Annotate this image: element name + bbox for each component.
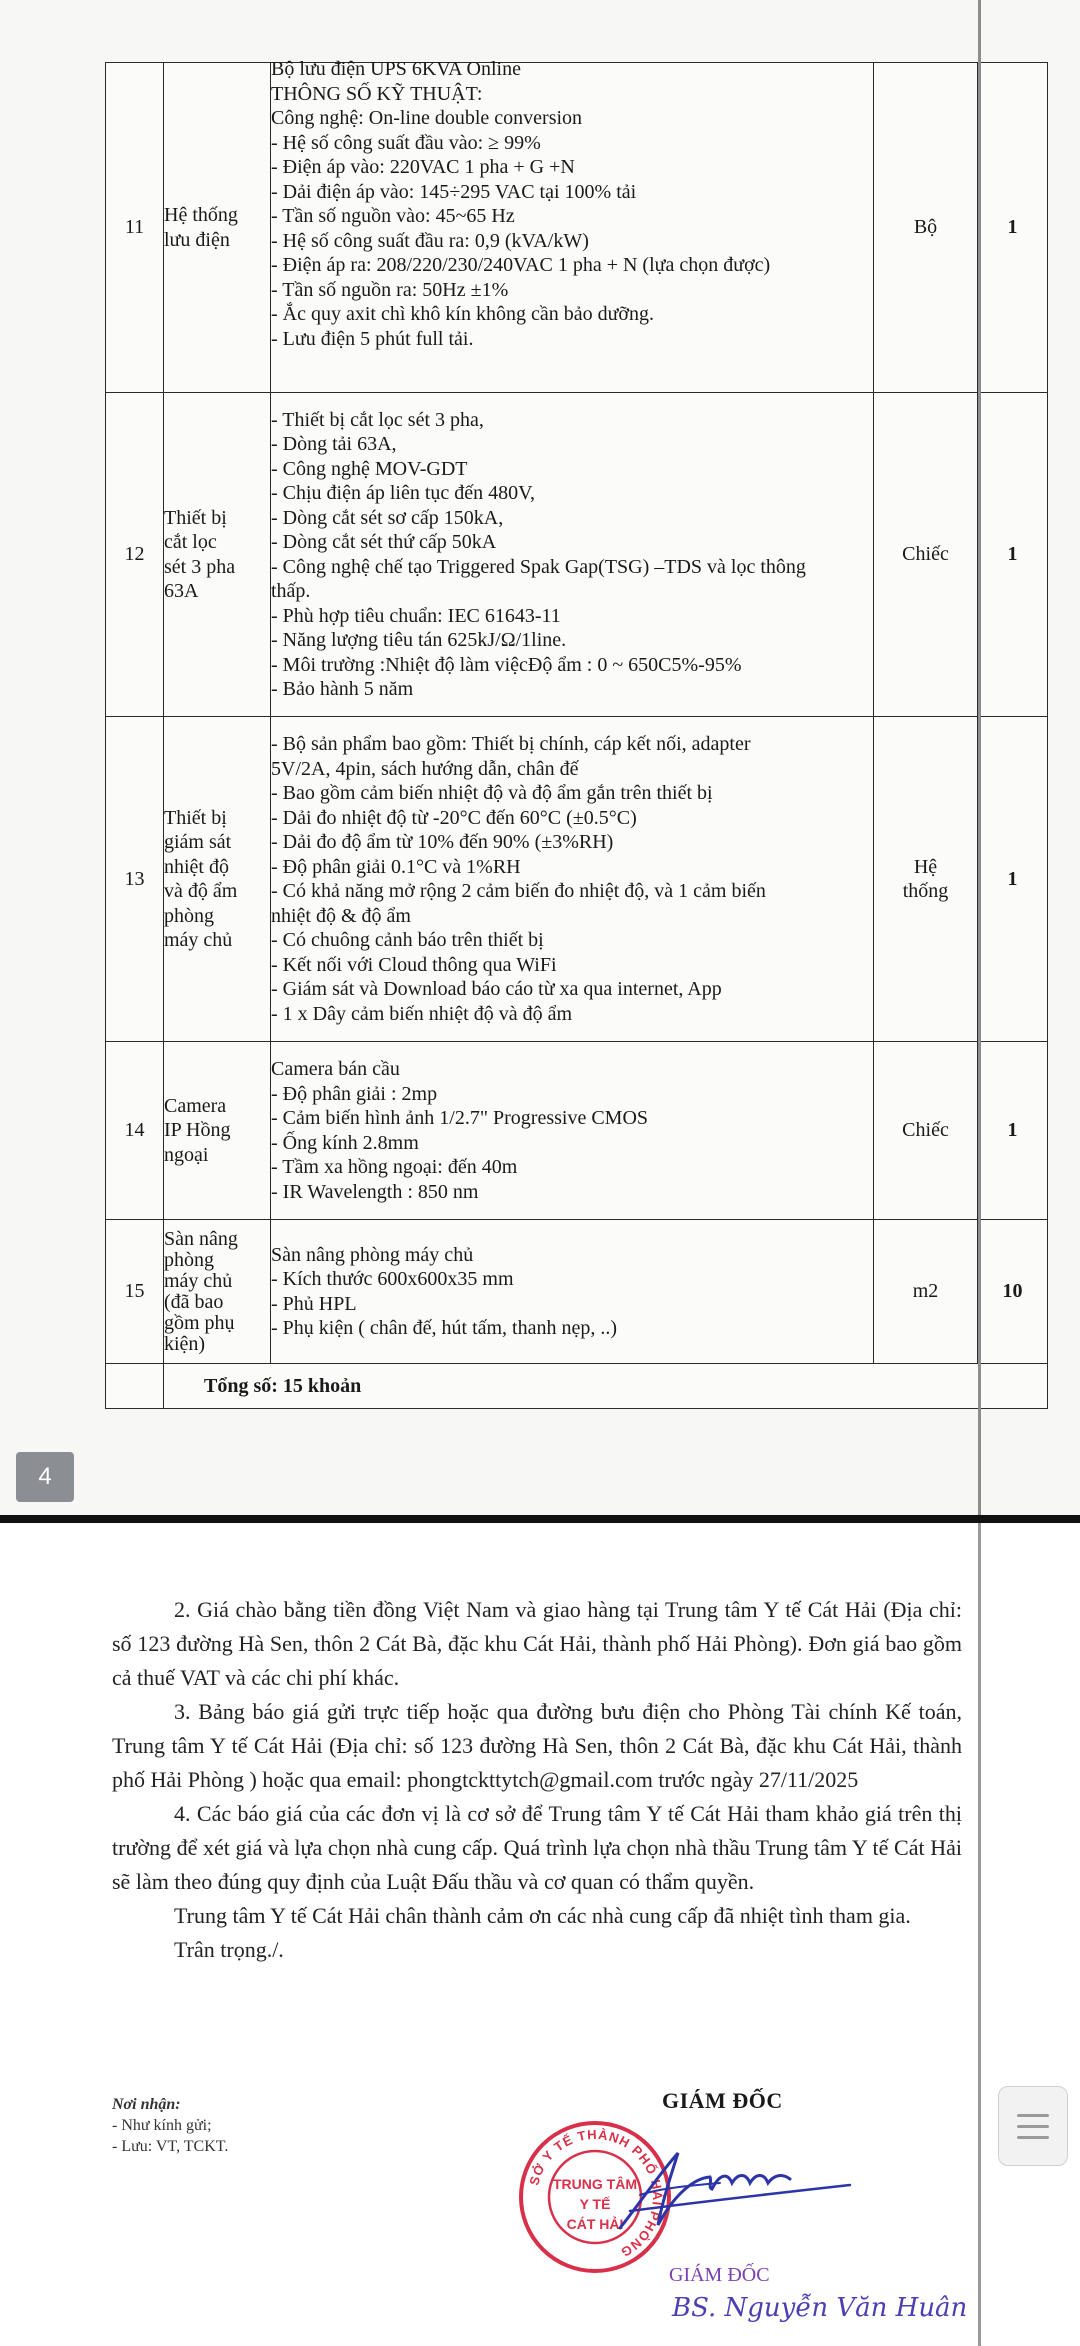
recipient-item: - Như kính gửi; bbox=[112, 2117, 212, 2134]
recipient-item: - Lưu: VT, TCKT. bbox=[112, 2138, 229, 2155]
item-name: Hệ thống lưu điện bbox=[164, 63, 271, 393]
director-title: GIÁM ĐỐC bbox=[662, 2088, 783, 2113]
item-name: Thiết bị cắt lọc sét 3 pha 63A bbox=[164, 393, 271, 717]
menu-bar bbox=[1017, 2114, 1049, 2117]
item-name: Sàn nâng phòng máy chủ (đã bao gồm phụ kiện) bbox=[164, 1220, 271, 1364]
seal-center-mid: Y TẾ bbox=[579, 2196, 611, 2212]
item-name: Thiết bị giám sát nhiệt độ và độ ẩm phòng máy chủ bbox=[164, 717, 271, 1042]
page-number-badge: 4 bbox=[16, 1452, 74, 1502]
document-page-letter bbox=[0, 1523, 1080, 2346]
item-spec: Sàn nâng phòng máy chủ - Kích thước 600x600x35 mm - Phủ HPL - Phụ kiện ( chân đế, hút tấm, thanh nẹp, ..) bbox=[271, 1220, 874, 1364]
paragraph-regards: Trân trọng./. bbox=[174, 1937, 284, 1962]
signer-position: GIÁM ĐỐC bbox=[669, 2264, 770, 2286]
recipients-block bbox=[112, 2094, 228, 2157]
item-quantity: 1 bbox=[978, 393, 1048, 717]
seal-center-bottom: CÁT HẢI bbox=[566, 2216, 624, 2232]
item-quantity: 1 bbox=[978, 1042, 1048, 1220]
paragraph-thanks: Trung tâm Y tế Cát Hải chân thành cảm ơn các nhà cung cấp đã nhiệt tình tham gia. bbox=[174, 1903, 911, 1928]
menu-bar bbox=[1017, 2125, 1049, 2128]
handwritten-signature bbox=[600, 2133, 860, 2243]
item-unit: Bộ bbox=[874, 63, 978, 393]
item-unit: Hệ thống bbox=[874, 717, 978, 1042]
item-unit: Chiếc bbox=[874, 1042, 978, 1220]
seal-center-top: TRUNG TÂM bbox=[553, 2176, 637, 2192]
seal-ring-text: SỞ Y TẾ THÀNH PHỐ HẢI PHÒNG bbox=[526, 2126, 666, 2261]
row-number: 13 bbox=[106, 717, 164, 1042]
item-quantity: 10 bbox=[978, 1220, 1048, 1364]
item-spec: Camera bán cầu - Độ phân giải : 2mp - Cảm biến hình ảnh 1/2.7" Progressive CMOS - Ống kính 2.8mm - Tầm xa hồng ngoại: đến 40m - IR Wavelength : 850 nm bbox=[271, 1042, 874, 1220]
table-row bbox=[106, 1220, 1048, 1364]
page-edge-line bbox=[978, 0, 981, 1515]
table-row bbox=[106, 1042, 1048, 1220]
row-number: 11 bbox=[106, 63, 164, 393]
item-spec: Bộ lưu điện UPS 6KVA Online THÔNG SỐ KỸ THUẬT: Công nghệ: On-line double conversion - Hệ số công suất đầu vào: ≥ 99% - Điện áp vào: 220VAC 1 pha + G +N - Dải điện áp vào: 145÷295 VAC tại 100% tải - Tần số nguồn vào: 45~65 Hz - Hệ số công suất đầu ra: 0,9 (kVA/kW) - Điện áp ra: 208/220/230/240VAC 1 pha + N (lựa chọn được) - Tần số nguồn ra: 50Hz ±1% - Ắc quy axit chì khô kín không cần bảo dưỡng. - Lưu điện 5 phút full tải. bbox=[271, 63, 874, 393]
spec-table bbox=[105, 58, 1048, 1409]
paragraph-submission: 3. Bảng báo giá gửi trực tiếp hoặc qua đường bưu điện cho Phòng Tài chính Kế toán, Trung tâm Y tế Cát Hải (Địa chỉ: số 123 đường Hà Sen, thôn 2 Cát Bà, đặc khu Cát Hải, thành phố Hải Phòng ) hoặc qua email: phongtckttytch@gmail.com trước ngày 27/11/2025 bbox=[112, 1699, 962, 1792]
total-label: Tổng số: 15 khoản bbox=[164, 1364, 1048, 1409]
page-edge-line bbox=[978, 1523, 981, 2346]
table-total-row bbox=[106, 1364, 1048, 1409]
row-number: 14 bbox=[106, 1042, 164, 1220]
menu-icon[interactable] bbox=[998, 2086, 1068, 2166]
table-row bbox=[106, 717, 1048, 1042]
table-row bbox=[106, 63, 1048, 393]
signer-name: BS. Nguyễn Văn Huân bbox=[672, 2293, 968, 2323]
item-quantity: 1 bbox=[978, 63, 1048, 393]
menu-bar bbox=[1017, 2136, 1049, 2139]
row-number: 15 bbox=[106, 1220, 164, 1364]
item-spec: - Bộ sản phẩm bao gồm: Thiết bị chính, cáp kết nối, adapter 5V/2A, 4pin, sách hướng dẫn, chân đế - Bao gồm cảm biến nhiệt độ và độ ẩm gắn trên thiết bị - Dải đo nhiệt độ từ -20°C đến 60°C (±0.5°C) - Dải đo độ ẩm từ 10% đến 90% (±3%RH) - Độ phân giải 0.1°C và 1%RH - Có khả năng mở rộng 2 cảm biến đo nhiệt độ, và 1 cảm biến nhiệt độ & độ ẩm - Có chuông cảnh báo trên thiết bị - Kết nối với Cloud thông qua WiFi - Giám sát và Download báo cáo từ xa qua internet, App - 1 x Dây cảm biến nhiệt độ và độ ẩm bbox=[271, 717, 874, 1042]
total-blank-cell bbox=[106, 1364, 164, 1409]
row-number: 12 bbox=[106, 393, 164, 717]
page-divider bbox=[0, 1515, 1080, 1523]
signature-graphic bbox=[600, 2133, 860, 2243]
paragraph-selection: 4. Các báo giá của các đơn vị là cơ sở để Trung tâm Y tế Cát Hải tham khảo giá trên thị trường để xét giá và lựa chọn nhà cung cấp. Quá trình lựa chọn nhà thầu Trung tâm Y tế Cát Hải sẽ làm theo đúng quy định của Luật Đấu thầu và cơ quan có thẩm quyền. bbox=[112, 1801, 962, 1894]
item-name: Camera IP Hồng ngoại bbox=[164, 1042, 271, 1220]
item-unit: Chiếc bbox=[874, 393, 978, 717]
table-row bbox=[106, 393, 1048, 717]
item-spec: - Thiết bị cắt lọc sét 3 pha, - Dòng tải 63A, - Công nghệ MOV-GDT - Chịu điện áp liên tục đến 480V, - Dòng cắt sét sơ cấp 150kA, - Dòng cắt sét thứ cấp 50kA - Công nghệ chế tạo Triggered Spak Gap(TSG) –TDS và lọc thông thấp. - Phù hợp tiêu chuẩn: IEC 61643-11 - Năng lượng tiêu tán 625kJ/Ω/1line. - Môi trường :Nhiệt độ làm việcĐộ ẩm : 0 ~ 650C5%-95% - Bảo hành 5 năm bbox=[271, 393, 874, 717]
item-quantity: 1 bbox=[978, 717, 1048, 1042]
letter-body bbox=[112, 1593, 962, 1967]
paragraph-price-terms: 2. Giá chào bằng tiền đồng Việt Nam và giao hàng tại Trung tâm Y tế Cát Hải (Địa chỉ: số 123 đường Hà Sen, thôn 2 Cát Bà, đặc khu Cát Hải, thành phố Hải Phòng). Đơn giá bao gồm cả thuế VAT và các chi phí khác. bbox=[112, 1597, 962, 1690]
item-unit: m2 bbox=[874, 1220, 978, 1364]
recipients-label: Nơi nhận: bbox=[112, 2096, 181, 2113]
